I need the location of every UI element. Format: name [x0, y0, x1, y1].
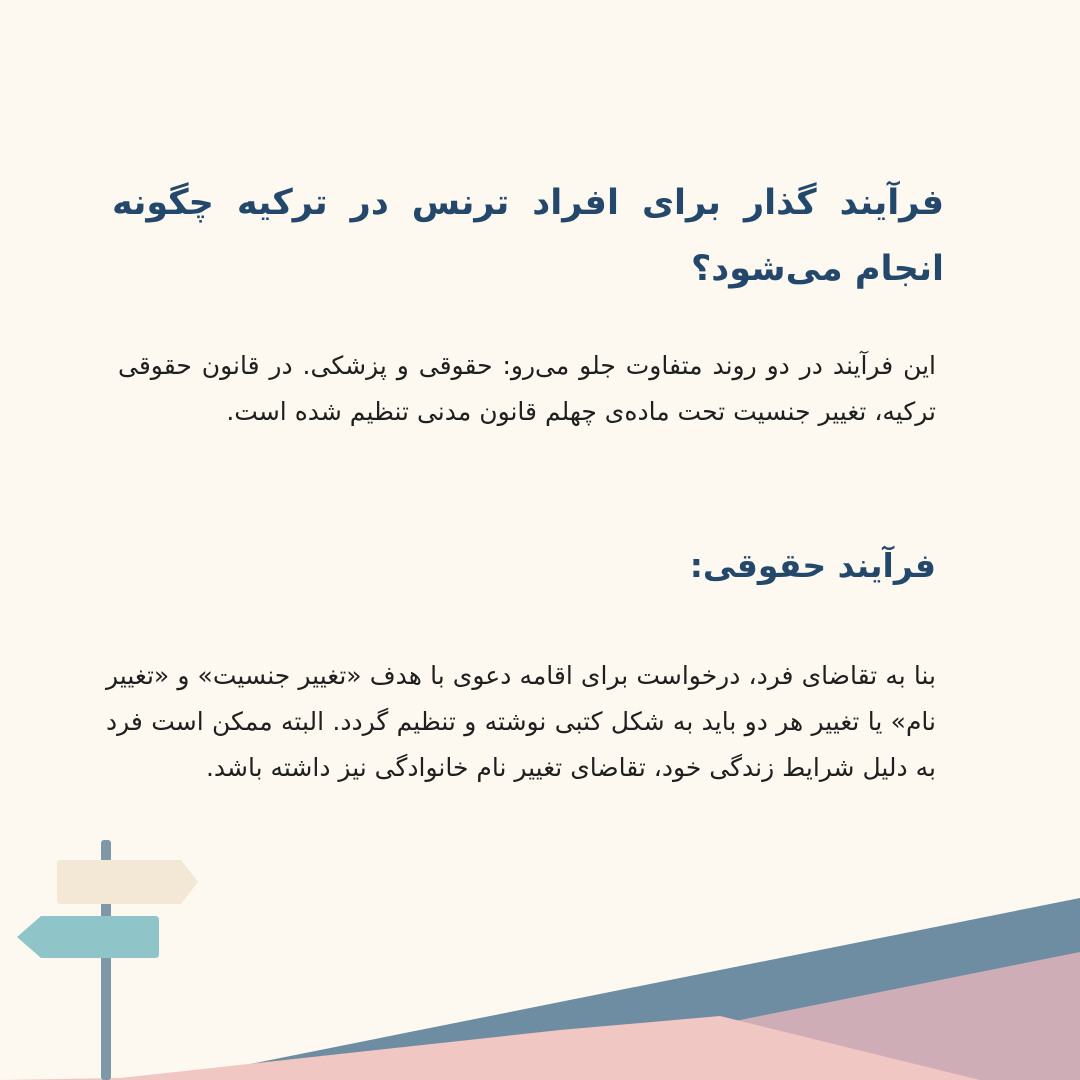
decorative-footer-graphic — [0, 820, 1080, 1080]
signpost-icon — [17, 916, 159, 958]
legal-process-paragraph: بنا به تقاضای فرد، درخواست برای اقامه دعوی با هدف «تغییر جنسیت» و «تغییر نام» یا تغییر هر دو باید به شکل کتبی نوشته و تنظیم گردد. البته ممکن است فرد به دلیل شرایط زندگی خود، تقاضای تغییر نام خانوادگی نیز داشته باشد. — [106, 661, 936, 782]
signpost-icon — [57, 860, 198, 904]
intro-paragraph: این فرآیند در دو روند متفاوت جلو می‌رو: حقوقی و پزشکی. در قانون حقوقی ترکیه، تغییر جنسیت تحت ماده‌ی چهلم قانون مدنی تنظیم شده است. — [118, 351, 936, 426]
legal-process-heading: فرآیند حقوقی: — [689, 546, 936, 585]
page-title: فرآیند گذار برای افراد ترنس در ترکیه چگونه انجام می‌شود؟ — [112, 183, 944, 289]
